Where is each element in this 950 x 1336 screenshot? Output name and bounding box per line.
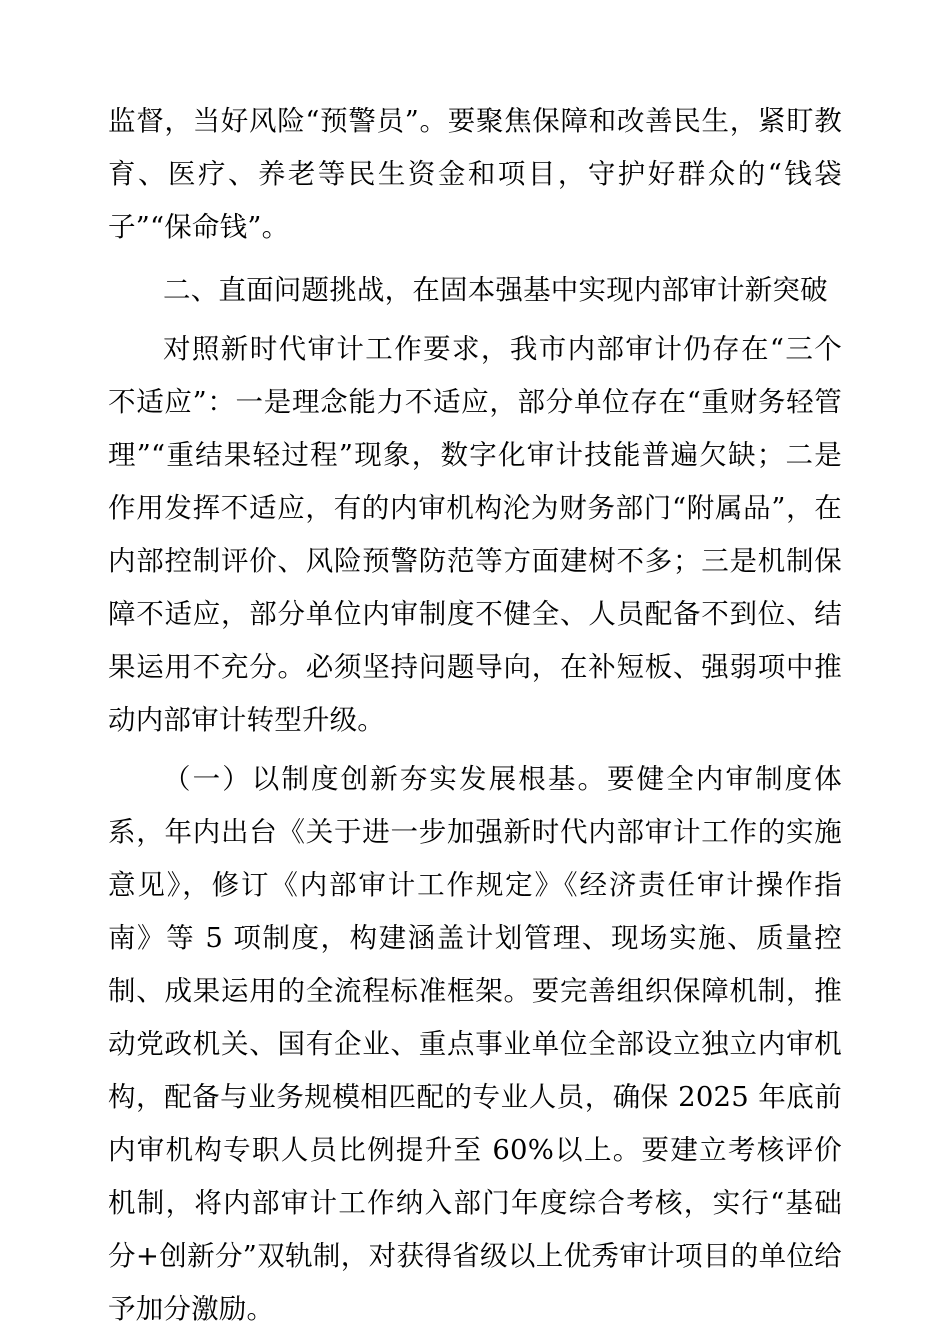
paragraph-problems: 对照新时代审计工作要求，我市内部审计仍存在“三个不适应”：一是理念能力不适应，部分单位存在“重财务轻管理”“重结果轻过程”现象，数字化审计技能普遍欠缺；二是作用发挥不适应，有的内审机构沦为财务部门“附属品”，在内部控制评价、风险预警防范等方面建树不多；三是机制保障不适应，部分单位内审制度不健全、人员配备不到位、结果运用不充分。必须坚持问题导向，在补短板、强弱项中推动内部审计转型升级。 <box>108 333 842 736</box>
document-body <box>108 95 842 1336</box>
paragraph-subsection-one: （一）以制度创新夯实发展根基。要健全内审制度体系，年内出台《关于进一步加强新时代内部审计工作的实施意见》，修订《内部审计工作规定》《经济责任审计操作指南》等 5 项制度，构建涵盖计划管理、现场实施、质量控制、成果运用的全流程标准框架。要完善组织保障机制，推动党政机关、国有企业、重点事业单位全部设立独立内审机构，配备与业务规模相匹配的专业人员，确保 2025 年底前内审机构专职人员比例提升至 60%以上。要建立考核评价机制，将内部审计工作纳入部门年度综合考核，实行“基础分+创新分”双轨制，对获得省级以上优秀审计项目的单位给予加分激励。 <box>108 763 842 1325</box>
section-heading-two: 二、直面问题挑战，在固本强基中实现内部审计新突破 <box>163 274 828 306</box>
paragraph-continued: 监督，当好风险“预警员”。要聚焦保障和改善民生，紧盯教育、医疗、养老等民生资金和项目，守护好群众的“钱袋子”“保命钱”。 <box>108 105 842 243</box>
